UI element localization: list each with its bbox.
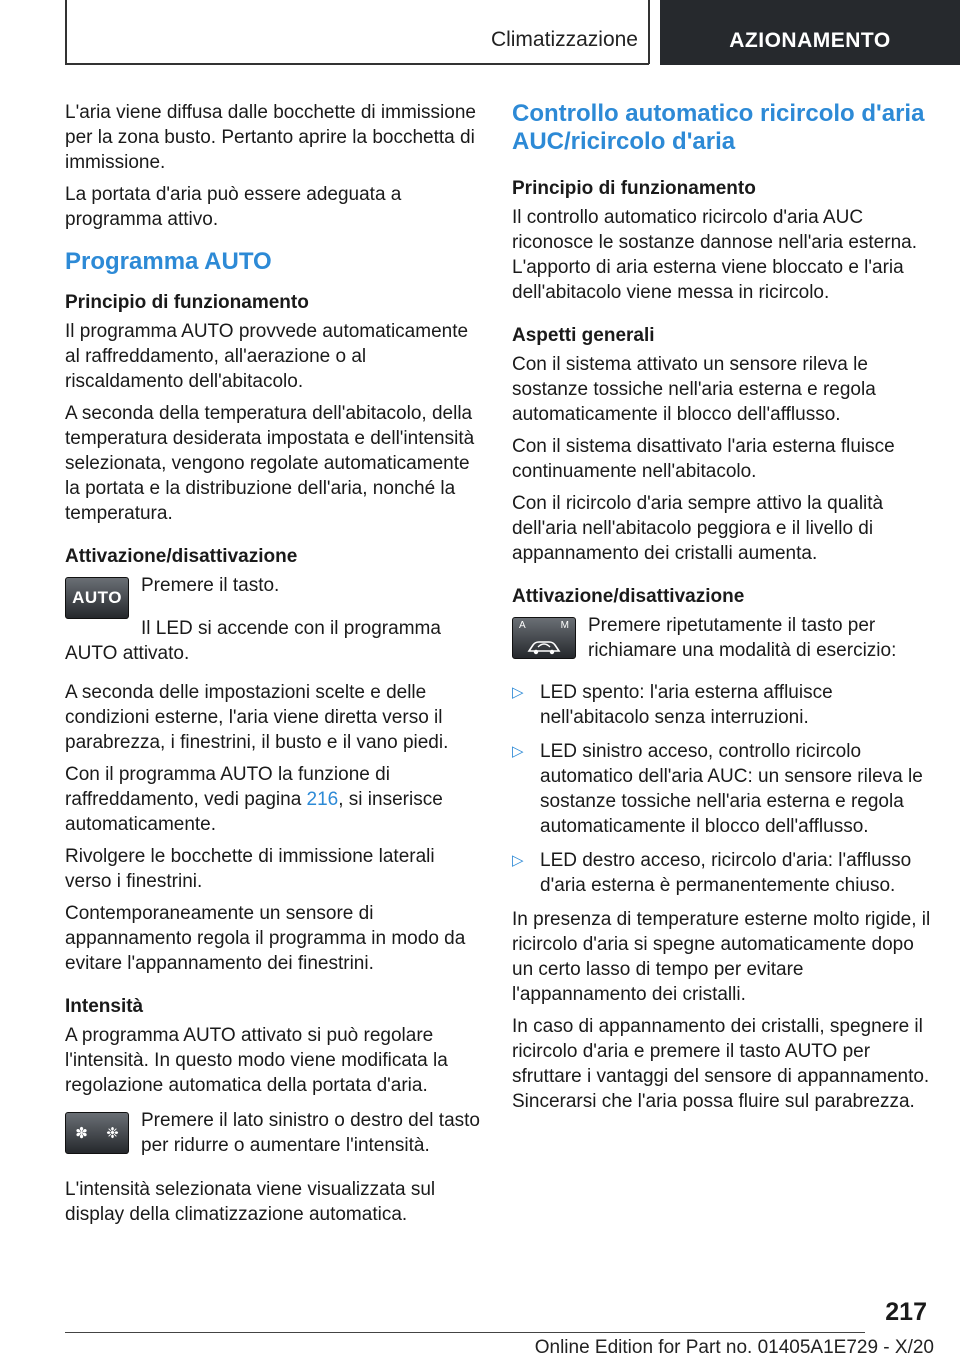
- paragraph: Il controllo automatico ricircolo d'aria AUC riconosce le sostanze dannose nell'aria esterna.: [512, 207, 917, 253]
- fan-high-icon: ❉: [106, 1125, 119, 1142]
- paragraph: In caso di appannamento dei cristalli, spegnere il ricircolo d'aria e premere il tasto AUTO per sfruttare i vantaggi del sensore di appannamento. Sincerarsi che l'aria possa fluire sul parabrezza.: [512, 1016, 930, 1112]
- paragraph: Premere ripetutamente il tasto per richiamare una modalità di esercizio:: [588, 615, 897, 661]
- subheading: Attivazione/disattivazione: [512, 586, 745, 607]
- left-column: [65, 100, 485, 1234]
- section-title-auc: Controllo automatico ricircolo d'aria AUC/ricircolo d'aria: [512, 100, 925, 155]
- list-item: ▷ LED sinistro acceso, controllo ricircolo automatico dell'aria AUC: un sensore rileva le sostanze tossiche nell'aria esterna e regola automaticamente il blocco dell'afflusso.: [512, 741, 923, 837]
- arrow-icon: ▷: [512, 852, 524, 869]
- list-item: ▷ LED destro acceso, ricircolo d'aria: l'afflusso d'aria esterna è permanentemente chiuso.: [512, 850, 912, 896]
- paragraph: Contemporaneamente un sensore di appannamento regola il programma in modo da evitare l'appannamento dei finestrini.: [65, 903, 466, 974]
- header-divider: [648, 0, 650, 64]
- subheading: Intensità: [65, 996, 144, 1017]
- auto-button-row: [65, 573, 485, 619]
- section-title-auto: Programma AUTO: [65, 248, 272, 275]
- paragraph: La portata d'aria può essere adeguata a programma attivo.: [65, 184, 402, 230]
- header-chapter-tab: AZIONAMENTO: [660, 0, 960, 65]
- fan-low-icon: ✽: [75, 1125, 88, 1142]
- paragraph: Premere il lato sinistro o destro del tasto per ridurre o aumentare l'intensità.: [141, 1110, 480, 1156]
- fan-button-row: [65, 1108, 485, 1165]
- paragraph: A programma AUTO attivato si può regolare l'intensità. In questo modo viene modificata la regolazione automatica della portata d'aria.: [65, 1025, 448, 1096]
- mode-list: [512, 680, 932, 898]
- page-number: 217: [885, 1298, 927, 1326]
- footer-edition: Online Edition for Part no. 01405A1E729 - X/20: [534, 1337, 934, 1358]
- auto-button-icon: AUTO: [65, 577, 129, 619]
- subheading: Principio di funzionamento: [512, 178, 756, 199]
- paragraph: L'intensità selezionata viene visualizzata sul display della climatizzazione automatica.: [65, 1179, 436, 1225]
- paragraph: Con il ricircolo d'aria sempre attivo la qualità dell'aria nell'abitacolo peggiora e il livello di appannamento dei cristalli aumenta.: [512, 493, 884, 564]
- car-recirculation-icon: [525, 636, 563, 656]
- fan-button-icon: [65, 1112, 129, 1154]
- paragraph: Il programma AUTO provvede automaticamente al raffreddamento, all'aerazione o al riscaldamento dell'abitacolo.: [65, 321, 469, 392]
- paragraph: In presenza di temperature esterne molto rigide, il ricircolo d'aria si spegne automaticamente dopo un certo lasso di tempo per evitare l'appannamento dei cristalli.: [512, 909, 931, 1005]
- paragraph: A seconda delle impostazioni scelte e delle condizioni esterne, l'aria viene diretta verso il parabrezza, i finestrini, il busto e il vano piedi.: [65, 682, 449, 753]
- recirc-button-row: [512, 613, 932, 670]
- paragraph: A seconda della temperatura dell'abitacolo, della temperatura desiderata impostata e dell'intensità selezionata, vengono regolate automaticamente la portata e la distribuzione dell'aria, nonché la temperatura.: [65, 403, 475, 524]
- paragraph: Con il sistema disattivato l'aria esterna fluisce continuamente nell'abitacolo.: [512, 436, 895, 482]
- paragraph: Il LED si accende con il programma AUTO attivato.: [65, 618, 441, 664]
- list-item: ▷ LED spento: l'aria esterna affluisce nell'abitacolo senza interruzioni.: [512, 682, 833, 728]
- header-section-title: Climatizzazione: [490, 28, 638, 51]
- paragraph: Con il programma AUTO la funzione di raffreddamento, vedi pagina 216, si inserisce automaticamente.: [65, 764, 443, 835]
- header-left-rule: [65, 0, 67, 64]
- arrow-icon: ▷: [512, 743, 524, 760]
- arrow-icon: ▷: [512, 684, 524, 701]
- subheading: Attivazione/disattivazione: [65, 546, 298, 567]
- subheading: Aspetti generali: [512, 325, 655, 346]
- page-link[interactable]: 216: [306, 789, 339, 810]
- subheading: Principio di funzionamento: [65, 292, 309, 313]
- paragraph: L'apporto di aria esterna viene bloccato e l'aria dell'abitacolo viene messa in ricircolo.: [512, 257, 904, 303]
- footer-rule: [65, 1332, 865, 1333]
- paragraph: Premere il tasto.: [141, 575, 280, 596]
- paragraph: Rivolgere le bocchette di immissione laterali verso i finestrini.: [65, 846, 435, 892]
- header-bottom-rule: [65, 63, 649, 65]
- paragraph: L'aria viene diffusa dalle bocchette di immissione per la zona busto. Pertanto aprire la bocchetta di immissione.: [65, 102, 476, 173]
- recirculation-button-icon: A M: [512, 617, 576, 659]
- right-column: [512, 100, 932, 1121]
- paragraph: Con il sistema attivato un sensore rileva le sostanze tossiche nell'aria esterna e regola automaticamente il blocco dell'afflusso.: [512, 354, 876, 425]
